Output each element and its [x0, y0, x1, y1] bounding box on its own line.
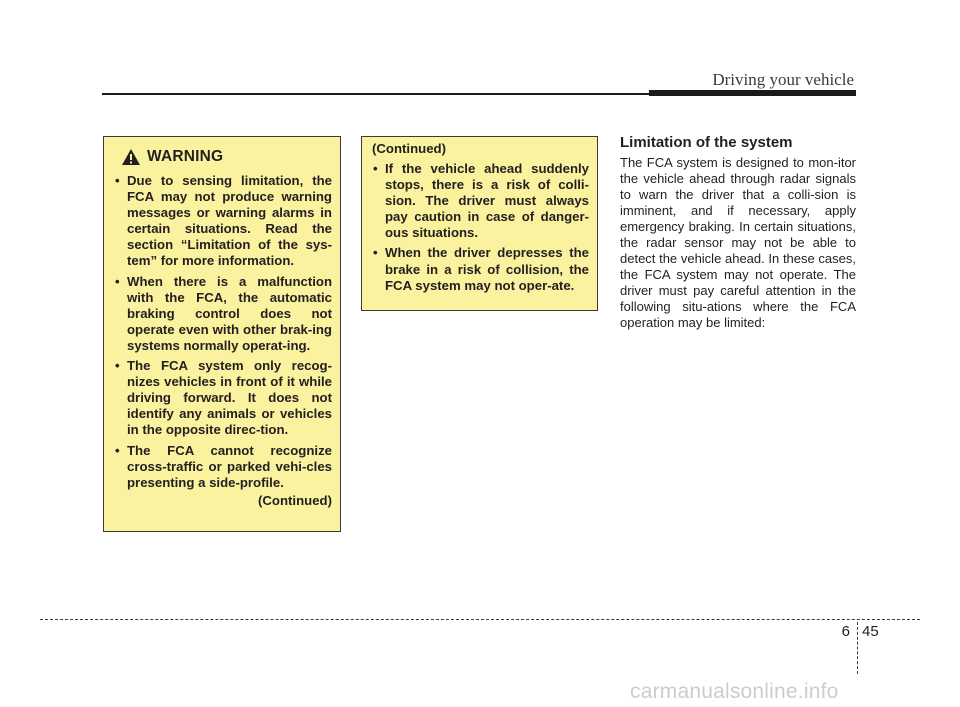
warning-box-right — [361, 136, 598, 311]
header-title: Driving your vehicle — [712, 70, 854, 89]
section-title: Limitation of the system — [620, 134, 793, 151]
warning-continued-heading: (Continued) — [372, 141, 446, 156]
warning-item: • When there is a malfunction with the FCA, the automatic braking control does not operate even with other brak-ing systems normally operat-ing. — [114, 274, 332, 354]
warning-continued-label: (Continued) — [258, 492, 332, 508]
footer-rule — [40, 619, 920, 620]
warning-item: • If the vehicle ahead suddenly stops, there is a risk of colli-sion. The driver must always pay caution in case of danger-ous situations. — [372, 161, 589, 241]
warning-item: • When the driver depresses the brake in a risk of collision, the FCA system may not oper-ate. — [372, 245, 589, 293]
warning-item: • The FCA system only recog-nizes vehicles in front of it while driving forward. It does not identify any animals or vehicles in the opposite direc-tion. — [114, 358, 332, 438]
warning-item: • The FCA cannot recognize cross-traffic or parked vehi-cles presenting a side-profile. — [114, 443, 332, 491]
warning-box-left — [103, 136, 341, 532]
warning-list-left — [114, 173, 332, 491]
header-rule-accent — [649, 90, 856, 96]
warning-title: WARNING — [147, 148, 224, 165]
page-divider — [857, 622, 858, 674]
chapter-number: 6 — [841, 623, 850, 640]
warning-list-right — [372, 161, 589, 294]
warning-heading — [121, 145, 332, 169]
warning-triangle-icon — [121, 148, 141, 166]
warning-item: • Due to sensing limitation, the FCA may not produce warning messages or warning alarms in certain situations. Read the section “Limitation of the sys-tem” for more information. — [114, 173, 332, 270]
page-number: 45 — [862, 623, 879, 640]
section-body: The FCA system is designed to mon-itor the vehicle ahead through radar signals to warn the driver that a colli-sion is imminent, and if necessary, apply emergency braking. In certain situations, the radar sensor may not be able to detect the vehicle ahead. In these cases, the FCA system may not operate. The driver must pay careful attention in the following situ-ations where the FCA operation may be limited: — [620, 155, 856, 330]
watermark: carmanualsonline.info — [630, 680, 839, 703]
